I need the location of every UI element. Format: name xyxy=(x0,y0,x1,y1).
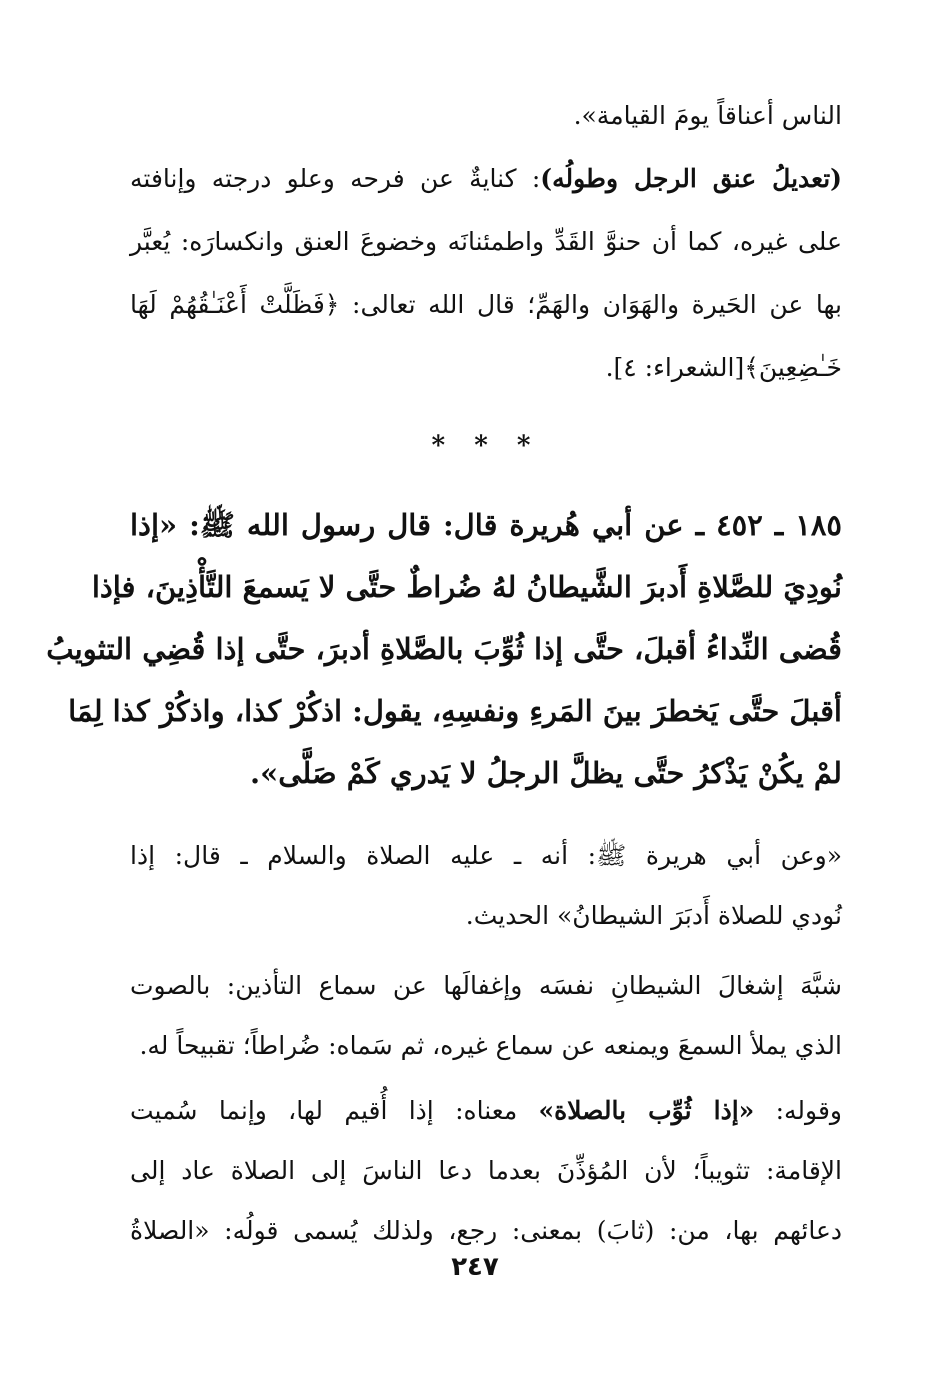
paragraph-top xyxy=(130,85,842,147)
text-line: الناس أعناقاً يومَ القيامة». xyxy=(573,101,842,130)
quoted-phrase: «إذا ثُوِّب بالصلاة» xyxy=(538,1096,755,1125)
text-line: شبَّهَ إشغالَ الشيطانِ نفسَه وإغفالَها عن سماع التأذين: بالصوت xyxy=(130,971,842,1000)
hadith-line: أقبلَ حتَّى يَخطرَ بينَ المَرءِ ونفسِهِ، يقول: اذكُرْ كذا، واذكُرْ كذا لِمَا xyxy=(68,694,842,728)
hadith-line: لمْ يكُنْ يَذْكرُ حتَّى يظلَّ الرجلُ لا يَدري كَمْ صَلَّى». xyxy=(250,756,842,790)
paragraph-tathwib xyxy=(130,1081,842,1261)
text-line: بها عن الحَيرة والهَوَان والهَمِّ؛ قال الله تعالى: ﴿فَظَلَّتْ أَعْنَـٰقُهُمْ لَهَا xyxy=(130,290,842,319)
text-line: على غيره، كما أن حنوَّ القَدِّ واطمئنانَه وخضوعَ العنق وانكسارَه: يُعبَّر xyxy=(130,227,842,256)
text-rest: معناه: إذا أُقيم لها، وإنما سُميت xyxy=(130,1096,539,1125)
text-line: «وعن أبي هريرة ﷺ: أنه ـ عليه الصلاة والسلام ـ قال: إذا xyxy=(130,841,842,870)
section-separator: * * * xyxy=(431,431,541,461)
text-line: الذي يملأ السمعَ ويمنعه عن سماع غيره، ثم سَماه: ضُراطاً؛ تقبيحاً له. xyxy=(139,1031,842,1060)
page-number: ٢٤٧ xyxy=(451,1252,499,1282)
text-line: نُودي للصلاة أَدبَرَ الشيطانُ» الحديث. xyxy=(465,901,842,930)
hadith-text xyxy=(46,494,842,804)
term-heading: (تعديلُ عنق الرجل وطولُه) xyxy=(540,164,843,193)
text-line xyxy=(130,147,842,210)
term-definition: : كنايةٌ عن فرحه وعلو درجته وإنافته xyxy=(130,164,541,193)
paragraph-simile xyxy=(130,956,842,1076)
paragraph-neck-explanation xyxy=(130,147,842,399)
paragraph-commentary xyxy=(130,826,842,946)
hadith-line: نُودِيَ للصَّلاةِ أَدبرَ الشَّيطانُ لهُ ضُراطٌ حتَّى لا يَسمعَ التَّأْذِينَ، فإذا xyxy=(91,570,842,604)
text-line: الإقامة: تثويباً؛ لأن المُؤذِّنَ بعدما دعا الناسَ إلى الصلاة عاد إلى xyxy=(130,1156,842,1185)
text-line xyxy=(130,1081,842,1141)
page-body xyxy=(46,85,843,1261)
text-line: خَـٰضِعِينَ﴾[الشعراء: ٤]. xyxy=(605,353,842,382)
text-line: دعائهم بها، من: (ثابَ) بمعنى: رجع، ولذلك يُسمى قولُه: «الصلاةُ xyxy=(130,1216,842,1245)
text-lead: وقوله: xyxy=(754,1096,842,1125)
hadith-line: قُضى النِّداءُ أقبلَ، حتَّى إذا ثُوِّبَ بالصَّلاةِ أدبرَ، حتَّى إذا قُضِي التثويبُ xyxy=(46,632,842,666)
hadith-line: ١٨٥ ـ ٤٥٢ ـ عن أبي هُريرة قال: قال رسول الله ﷺ: «إذا xyxy=(130,508,842,542)
